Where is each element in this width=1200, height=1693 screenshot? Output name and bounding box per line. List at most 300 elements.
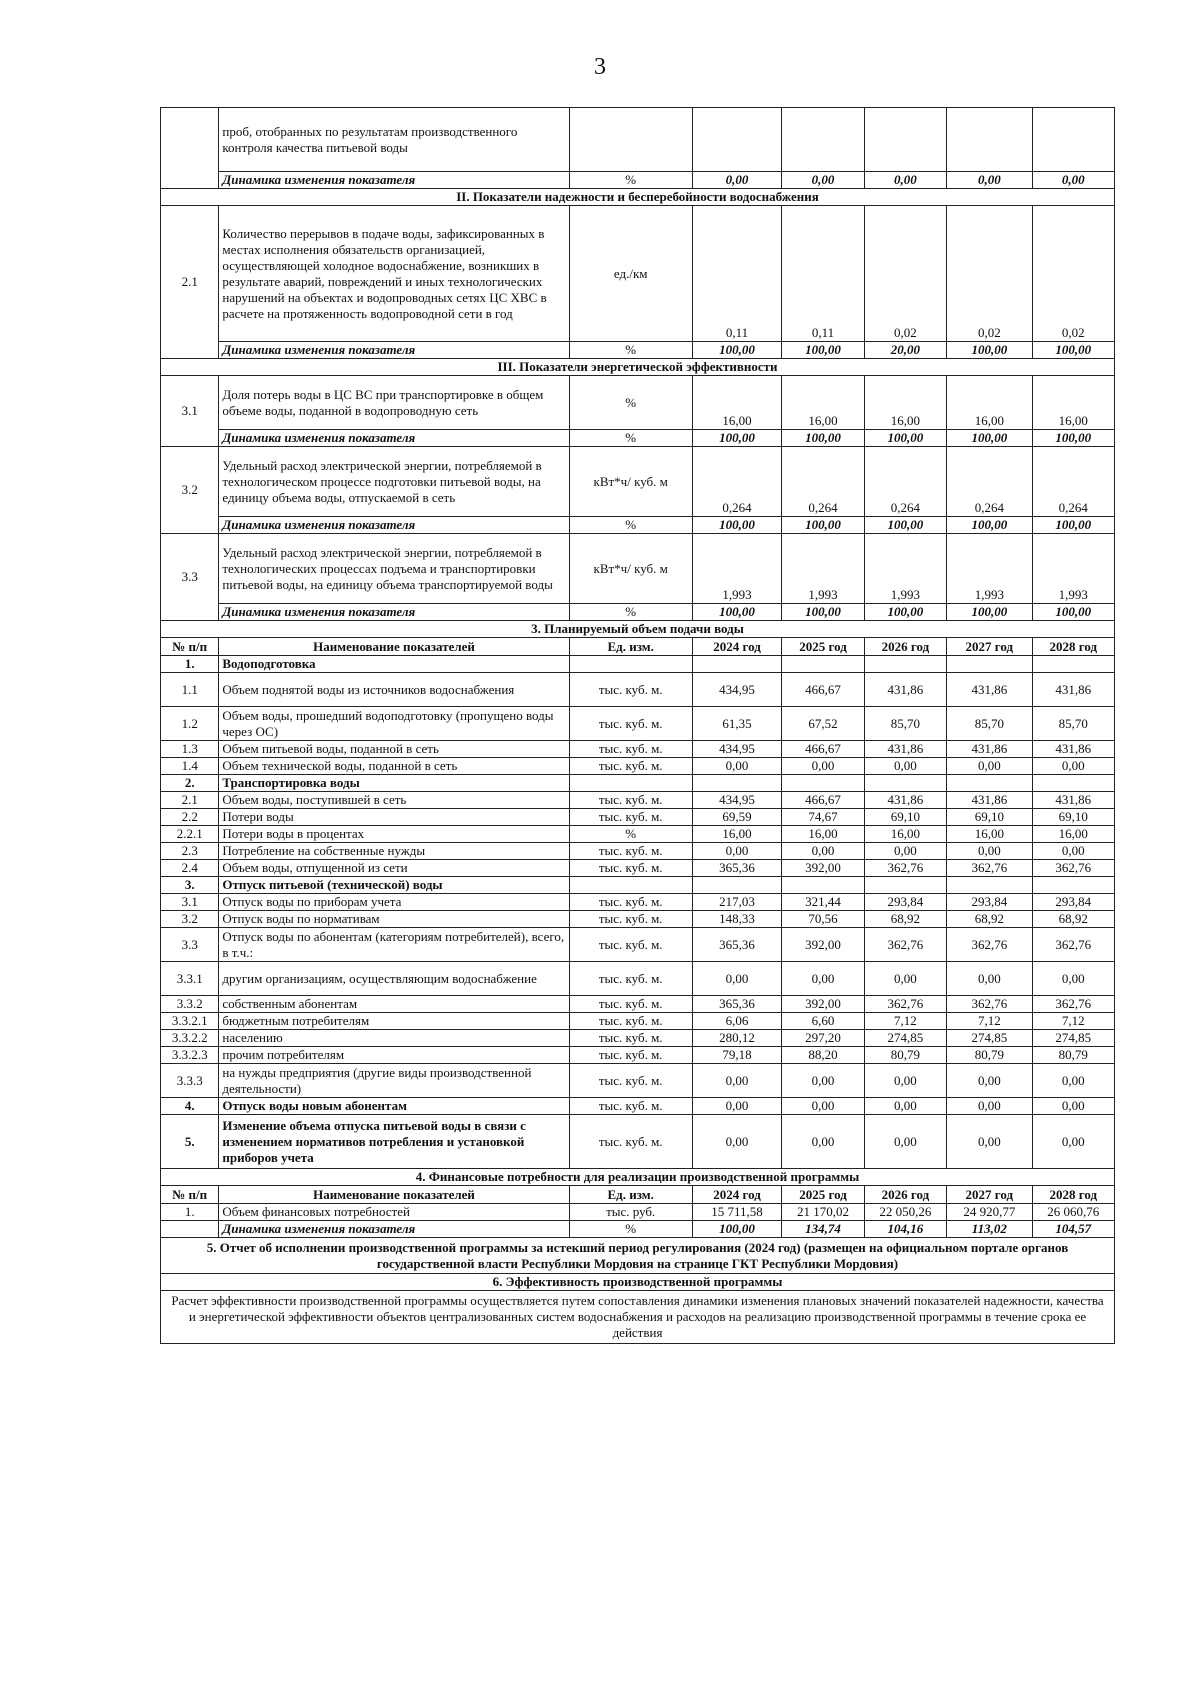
unit-cell: тыс. руб. bbox=[569, 1204, 692, 1221]
table-row bbox=[161, 996, 1115, 1013]
value-cell: 100,00 bbox=[864, 517, 946, 534]
indicator-name: Объем технической воды, поданной в сеть bbox=[219, 758, 569, 775]
value-cell: 15 711,58 bbox=[692, 1204, 782, 1221]
value-cell: 100,00 bbox=[1032, 517, 1114, 534]
unit-cell: тыс. куб. м. bbox=[569, 809, 692, 826]
table-row bbox=[161, 1064, 1115, 1098]
table-row bbox=[161, 809, 1115, 826]
value-cell: 1,993 bbox=[692, 534, 782, 604]
indicator-name: Отпуск воды по нормативам bbox=[219, 911, 569, 928]
number-cell: 1. bbox=[161, 1204, 219, 1221]
value-cell: 434,95 bbox=[692, 673, 782, 707]
unit-cell: тыс. куб. м. bbox=[569, 741, 692, 758]
unit-cell: кВт*ч/ куб. м bbox=[569, 534, 692, 604]
table-row bbox=[161, 962, 1115, 996]
value-cell: 0,00 bbox=[782, 758, 864, 775]
number-cell: 2. bbox=[161, 775, 219, 792]
value-cell: 100,00 bbox=[947, 517, 1032, 534]
value-cell: 362,76 bbox=[947, 996, 1032, 1013]
value-cell: 466,67 bbox=[782, 673, 864, 707]
number-cell bbox=[161, 1221, 219, 1238]
value-cell: 7,12 bbox=[947, 1013, 1032, 1030]
value-cell: 362,76 bbox=[864, 928, 946, 962]
number-cell: 5. bbox=[161, 1115, 219, 1169]
value-cell: 100,00 bbox=[1032, 430, 1114, 447]
indicator-name: Объем воды, отпущенной из сети bbox=[219, 860, 569, 877]
value-cell: 69,10 bbox=[1032, 809, 1114, 826]
value-cell bbox=[864, 656, 946, 673]
table-row bbox=[161, 1221, 1115, 1238]
header-unit: Ед. изм. bbox=[569, 1186, 692, 1204]
unit-cell: тыс. куб. м. bbox=[569, 758, 692, 775]
table-row bbox=[161, 376, 1115, 430]
value-cell bbox=[1032, 656, 1114, 673]
indicator-name: Объем финансовых потребностей bbox=[219, 1204, 569, 1221]
table-row bbox=[161, 1013, 1115, 1030]
page-number: 3 bbox=[594, 54, 606, 80]
indicator-name: на нужды предприятия (другие виды производственной деятельности) bbox=[219, 1064, 569, 1098]
value-cell: 0,00 bbox=[1032, 1098, 1114, 1115]
value-cell bbox=[692, 656, 782, 673]
table-cell bbox=[569, 108, 692, 172]
number-cell: 4. bbox=[161, 1098, 219, 1115]
indicator-name: Водоподготовка bbox=[219, 656, 569, 673]
value-cell: 69,59 bbox=[692, 809, 782, 826]
unit-cell: тыс. куб. м. bbox=[569, 928, 692, 962]
unit-cell: ед./км bbox=[569, 206, 692, 342]
value-cell bbox=[1032, 877, 1114, 894]
value-cell: 392,00 bbox=[782, 928, 864, 962]
number-cell: 2.1 bbox=[161, 792, 219, 809]
value-cell: 134,74 bbox=[782, 1221, 864, 1238]
value-cell: 434,95 bbox=[692, 792, 782, 809]
value-cell: 0,00 bbox=[782, 172, 864, 189]
value-cell: 392,00 bbox=[782, 996, 864, 1013]
value-cell: 293,84 bbox=[1032, 894, 1114, 911]
header-year: 2027 год bbox=[947, 638, 1032, 656]
value-cell: 16,00 bbox=[864, 826, 946, 843]
table-row bbox=[161, 656, 1115, 673]
indicator-name: Объем питьевой воды, поданной в сеть bbox=[219, 741, 569, 758]
value-cell: 362,76 bbox=[947, 928, 1032, 962]
unit-cell: тыс. куб. м. bbox=[569, 843, 692, 860]
value-cell: 0,00 bbox=[782, 843, 864, 860]
unit-cell: % bbox=[569, 604, 692, 621]
value-cell: 0,00 bbox=[782, 962, 864, 996]
number-cell: 2.4 bbox=[161, 860, 219, 877]
value-cell: 293,84 bbox=[947, 894, 1032, 911]
value-cell: 6,60 bbox=[782, 1013, 864, 1030]
value-cell: 7,12 bbox=[864, 1013, 946, 1030]
table-row bbox=[161, 1204, 1115, 1221]
indicator-name: Транспортировка воды bbox=[219, 775, 569, 792]
indicator-name: Отпуск питьевой (технической) воды bbox=[219, 877, 569, 894]
table-row bbox=[161, 430, 1115, 447]
unit-cell: тыс. куб. м. bbox=[569, 860, 692, 877]
value-cell: 100,00 bbox=[947, 342, 1032, 359]
value-cell: 1,993 bbox=[1032, 534, 1114, 604]
value-cell: 100,00 bbox=[692, 1221, 782, 1238]
unit-cell: тыс. куб. м. bbox=[569, 962, 692, 996]
value-cell: 0,00 bbox=[692, 843, 782, 860]
unit-cell: тыс. куб. м. bbox=[569, 894, 692, 911]
value-cell: 100,00 bbox=[947, 604, 1032, 621]
value-cell: 0,264 bbox=[692, 447, 782, 517]
unit-cell: тыс. куб. м. bbox=[569, 1030, 692, 1047]
value-cell: 0,00 bbox=[947, 962, 1032, 996]
section-title: 3. Планируемый объем подачи воды bbox=[161, 621, 1115, 638]
value-cell: 0,00 bbox=[1032, 1115, 1114, 1169]
unit-cell: тыс. куб. м. bbox=[569, 1064, 692, 1098]
number-cell: 2.2.1 bbox=[161, 826, 219, 843]
value-cell bbox=[782, 656, 864, 673]
value-cell bbox=[947, 877, 1032, 894]
unit-cell: тыс. куб. м. bbox=[569, 911, 692, 928]
value-cell: 100,00 bbox=[864, 604, 946, 621]
value-cell: 104,16 bbox=[864, 1221, 946, 1238]
value-cell bbox=[864, 108, 946, 172]
unit-cell: % bbox=[569, 342, 692, 359]
table-row bbox=[161, 741, 1115, 758]
value-cell: 100,00 bbox=[782, 342, 864, 359]
number-cell: 3.1 bbox=[161, 894, 219, 911]
section-title bbox=[161, 621, 1115, 638]
value-cell: 68,92 bbox=[947, 911, 1032, 928]
table-row bbox=[161, 1030, 1115, 1047]
value-cell: 7,12 bbox=[1032, 1013, 1114, 1030]
value-cell: 0,264 bbox=[782, 447, 864, 517]
value-cell: 365,36 bbox=[692, 860, 782, 877]
value-cell: 431,86 bbox=[1032, 741, 1114, 758]
value-cell: 297,20 bbox=[782, 1030, 864, 1047]
table-row bbox=[161, 877, 1115, 894]
number-cell: 3. bbox=[161, 877, 219, 894]
value-cell: 431,86 bbox=[947, 673, 1032, 707]
value-cell: 16,00 bbox=[947, 826, 1032, 843]
value-cell: 274,85 bbox=[864, 1030, 946, 1047]
value-cell: 0,00 bbox=[692, 1064, 782, 1098]
number-cell: 2.3 bbox=[161, 843, 219, 860]
table-header bbox=[161, 638, 1115, 656]
section-title bbox=[161, 359, 1115, 376]
indicator-name: Потребление на собственные нужды bbox=[219, 843, 569, 860]
value-cell bbox=[1032, 108, 1114, 172]
unit-cell bbox=[569, 775, 692, 792]
value-cell: 1,993 bbox=[947, 534, 1032, 604]
value-cell: 0,00 bbox=[1032, 843, 1114, 860]
value-cell: 0,00 bbox=[1032, 172, 1114, 189]
value-cell: 431,86 bbox=[864, 741, 946, 758]
value-cell bbox=[692, 108, 782, 172]
value-cell: 1,993 bbox=[864, 534, 946, 604]
table-row bbox=[161, 172, 1115, 189]
indicator-name: Изменение объема отпуска питьевой воды в связи с изменением нормативов потребления и установкой приборов учета bbox=[219, 1115, 569, 1169]
section-title: III. Показатели энергетической эффективности bbox=[161, 359, 1115, 376]
value-cell: 0,02 bbox=[1032, 206, 1114, 342]
value-cell: 0,00 bbox=[692, 758, 782, 775]
value-cell: 321,44 bbox=[782, 894, 864, 911]
table-row bbox=[161, 673, 1115, 707]
value-cell: 100,00 bbox=[692, 604, 782, 621]
table-row bbox=[161, 1291, 1115, 1344]
table-row bbox=[161, 911, 1115, 928]
header-year: 2026 год bbox=[864, 1186, 946, 1204]
indicator-name: прочим потребителям bbox=[219, 1047, 569, 1064]
indicator-name: проб, отобранных по результатам производственного контроля качества питьевой воды bbox=[219, 108, 569, 172]
value-cell: 16,00 bbox=[1032, 826, 1114, 843]
value-cell: 100,00 bbox=[782, 604, 864, 621]
value-cell bbox=[947, 656, 1032, 673]
dynamics-label: Динамика изменения показателя bbox=[219, 430, 569, 447]
value-cell: 0,00 bbox=[1032, 1064, 1114, 1098]
value-cell: 16,00 bbox=[692, 826, 782, 843]
value-cell: 22 050,26 bbox=[864, 1204, 946, 1221]
header-year: 2028 год bbox=[1032, 1186, 1114, 1204]
value-cell: 280,12 bbox=[692, 1030, 782, 1047]
value-cell: 0,00 bbox=[864, 1098, 946, 1115]
value-cell: 0,00 bbox=[864, 172, 946, 189]
value-cell: 0,00 bbox=[1032, 758, 1114, 775]
value-cell: 100,00 bbox=[1032, 604, 1114, 621]
unit-cell: тыс. куб. м. bbox=[569, 673, 692, 707]
dynamics-label: Динамика изменения показателя bbox=[219, 604, 569, 621]
unit-cell: тыс. куб. м. bbox=[569, 1098, 692, 1115]
header-no: № п/п bbox=[161, 1186, 219, 1204]
unit-cell: % bbox=[569, 430, 692, 447]
value-cell bbox=[947, 775, 1032, 792]
unit-cell: кВт*ч/ куб. м bbox=[569, 447, 692, 517]
table-row bbox=[161, 860, 1115, 877]
value-cell: 431,86 bbox=[1032, 792, 1114, 809]
unit-cell: % bbox=[569, 826, 692, 843]
value-cell: 0,00 bbox=[864, 1064, 946, 1098]
value-cell: 0,00 bbox=[864, 843, 946, 860]
value-cell: 431,86 bbox=[864, 792, 946, 809]
value-cell: 0,00 bbox=[1032, 962, 1114, 996]
dynamics-label: Динамика изменения показателя bbox=[219, 517, 569, 534]
indicator-name: Потери воды в процентах bbox=[219, 826, 569, 843]
value-cell: 20,00 bbox=[864, 342, 946, 359]
value-cell: 217,03 bbox=[692, 894, 782, 911]
value-cell: 431,86 bbox=[864, 673, 946, 707]
unit-cell: % bbox=[569, 517, 692, 534]
value-cell bbox=[692, 775, 782, 792]
value-cell bbox=[1032, 775, 1114, 792]
value-cell: 466,67 bbox=[782, 792, 864, 809]
value-cell: 16,00 bbox=[947, 376, 1032, 430]
value-cell: 24 920,77 bbox=[947, 1204, 1032, 1221]
number-cell bbox=[161, 108, 219, 189]
value-cell: 0,00 bbox=[864, 758, 946, 775]
value-cell bbox=[864, 775, 946, 792]
number-cell: 3.2 bbox=[161, 447, 219, 534]
value-cell: 0,00 bbox=[692, 1098, 782, 1115]
value-cell: 100,00 bbox=[864, 430, 946, 447]
value-cell: 362,76 bbox=[1032, 996, 1114, 1013]
table-row bbox=[161, 342, 1115, 359]
value-cell: 0,00 bbox=[692, 962, 782, 996]
table-row bbox=[161, 1115, 1115, 1169]
value-cell: 100,00 bbox=[692, 430, 782, 447]
value-cell: 0,00 bbox=[782, 1098, 864, 1115]
indicator-name: Отпуск воды новым абонентам bbox=[219, 1098, 569, 1115]
value-cell: 362,76 bbox=[1032, 860, 1114, 877]
table-row bbox=[161, 1098, 1115, 1115]
value-cell bbox=[864, 877, 946, 894]
value-cell: 80,79 bbox=[864, 1047, 946, 1064]
value-cell: 0,00 bbox=[947, 172, 1032, 189]
value-cell bbox=[947, 108, 1032, 172]
number-cell: 1.2 bbox=[161, 707, 219, 741]
table-row bbox=[161, 928, 1115, 962]
number-cell: 1.1 bbox=[161, 673, 219, 707]
value-cell: 362,76 bbox=[864, 860, 946, 877]
report-note: 5. Отчет об исполнении производственной программы за истекший период регулирования (2024 год) (размещен на официальном портале органов государственной власти Республики Мордовия на странице ГКТ Республики Мордовия) bbox=[161, 1238, 1115, 1274]
value-cell: 113,02 bbox=[947, 1221, 1032, 1238]
number-cell: 1.3 bbox=[161, 741, 219, 758]
value-cell: 100,00 bbox=[782, 517, 864, 534]
section-title: 4. Финансовые потребности для реализации производственной программы bbox=[161, 1169, 1115, 1186]
table-row bbox=[161, 758, 1115, 775]
value-cell: 6,06 bbox=[692, 1013, 782, 1030]
value-cell: 274,85 bbox=[1032, 1030, 1114, 1047]
header-year: 2025 год bbox=[782, 638, 864, 656]
section-title: II. Показатели надежности и бесперебойности водоснабжения bbox=[161, 189, 1115, 206]
table-row bbox=[161, 843, 1115, 860]
value-cell: 0,00 bbox=[947, 843, 1032, 860]
indicator-name: населению bbox=[219, 1030, 569, 1047]
value-cell: 85,70 bbox=[864, 707, 946, 741]
unit-cell: тыс. куб. м. bbox=[569, 1115, 692, 1169]
number-cell: 3.3.3 bbox=[161, 1064, 219, 1098]
value-cell: 362,76 bbox=[947, 860, 1032, 877]
table-header bbox=[161, 1186, 1115, 1204]
value-cell bbox=[782, 877, 864, 894]
unit-cell: тыс. куб. м. bbox=[569, 707, 692, 741]
number-cell: 3.3 bbox=[161, 534, 219, 621]
indicator-name: Удельный расход электрической энергии, потребляемой в технологических процессах подъема и транспортировки питьевой воды, на единицу объема транспортируемой воды bbox=[219, 534, 569, 604]
number-cell: 1. bbox=[161, 656, 219, 673]
value-cell: 466,67 bbox=[782, 741, 864, 758]
unit-cell: тыс. куб. м. bbox=[569, 996, 692, 1013]
value-cell: 85,70 bbox=[947, 707, 1032, 741]
number-cell: 3.3 bbox=[161, 928, 219, 962]
value-cell: 0,00 bbox=[782, 1115, 864, 1169]
value-cell: 392,00 bbox=[782, 860, 864, 877]
value-cell: 68,92 bbox=[1032, 911, 1114, 928]
efficiency-paragraph: Расчет эффективности производственной программы осуществляется путем сопоставления динамики изменения плановых значений показателей надежности, качества и энергетической эффективности объектов централизованных систем водоснабжения и расходов на реализацию производственной программы в течение срока ее действия bbox=[161, 1291, 1115, 1344]
value-cell: 16,00 bbox=[782, 826, 864, 843]
value-cell: 0,264 bbox=[864, 447, 946, 517]
header-name: Наименование показателей bbox=[219, 638, 569, 656]
number-cell: 3.3.2.3 bbox=[161, 1047, 219, 1064]
value-cell: 80,79 bbox=[1032, 1047, 1114, 1064]
value-cell: 104,57 bbox=[1032, 1221, 1114, 1238]
number-cell: 3.1 bbox=[161, 376, 219, 447]
number-cell: 1.4 bbox=[161, 758, 219, 775]
section-title bbox=[161, 1238, 1115, 1274]
value-cell: 69,10 bbox=[864, 809, 946, 826]
indicator-name: Доля потерь воды в ЦС ВС при транспортировке в общем объеме воды, поданной в водопроводную сеть bbox=[219, 376, 569, 430]
production-program-table bbox=[160, 107, 1115, 1344]
value-cell: 0,11 bbox=[782, 206, 864, 342]
table-row bbox=[161, 792, 1115, 809]
value-cell: 0,00 bbox=[864, 962, 946, 996]
indicator-name: Отпуск воды по приборам учета bbox=[219, 894, 569, 911]
value-cell: 69,10 bbox=[947, 809, 1032, 826]
value-cell: 67,52 bbox=[782, 707, 864, 741]
section-title bbox=[161, 1274, 1115, 1291]
header-year: 2026 год bbox=[864, 638, 946, 656]
value-cell: 0,264 bbox=[1032, 447, 1114, 517]
value-cell: 0,00 bbox=[947, 1098, 1032, 1115]
unit-cell: тыс. куб. м. bbox=[569, 1047, 692, 1064]
unit-cell bbox=[569, 656, 692, 673]
unit-cell: % bbox=[569, 376, 692, 430]
number-cell: 3.3.1 bbox=[161, 962, 219, 996]
value-cell: 0,00 bbox=[947, 758, 1032, 775]
value-cell: 74,67 bbox=[782, 809, 864, 826]
value-cell: 0,00 bbox=[692, 172, 782, 189]
value-cell: 61,35 bbox=[692, 707, 782, 741]
dynamics-label: Динамика изменения показателя bbox=[219, 342, 569, 359]
table-row bbox=[161, 108, 1115, 172]
unit-cell: тыс. куб. м. bbox=[569, 792, 692, 809]
table-row bbox=[161, 447, 1115, 517]
header-year: 2024 год bbox=[692, 1186, 782, 1204]
value-cell: 293,84 bbox=[864, 894, 946, 911]
value-cell: 80,79 bbox=[947, 1047, 1032, 1064]
value-cell: 434,95 bbox=[692, 741, 782, 758]
table-row bbox=[161, 206, 1115, 342]
value-cell: 85,70 bbox=[1032, 707, 1114, 741]
indicator-name: Объем воды, прошедший водоподготовку (пропущено воды через ОС) bbox=[219, 707, 569, 741]
value-cell: 274,85 bbox=[947, 1030, 1032, 1047]
indicator-name: Объем воды, поступившей в сеть bbox=[219, 792, 569, 809]
indicator-name: другим организациям, осуществляющим водоснабжение bbox=[219, 962, 569, 996]
table-row bbox=[161, 775, 1115, 792]
value-cell: 68,92 bbox=[864, 911, 946, 928]
value-cell: 16,00 bbox=[692, 376, 782, 430]
value-cell: 100,00 bbox=[947, 430, 1032, 447]
table-row bbox=[161, 604, 1115, 621]
dynamics-label: Динамика изменения показателя bbox=[219, 172, 569, 189]
unit-cell: % bbox=[569, 1221, 692, 1238]
value-cell: 0,264 bbox=[947, 447, 1032, 517]
value-cell: 79,18 bbox=[692, 1047, 782, 1064]
value-cell bbox=[782, 108, 864, 172]
table-row bbox=[161, 534, 1115, 604]
value-cell: 100,00 bbox=[692, 517, 782, 534]
value-cell: 0,00 bbox=[692, 1115, 782, 1169]
header-year: 2025 год bbox=[782, 1186, 864, 1204]
table-row bbox=[161, 894, 1115, 911]
value-cell: 0,00 bbox=[782, 1064, 864, 1098]
number-cell: 3.3.2 bbox=[161, 996, 219, 1013]
indicator-name: Количество перерывов в подаче воды, зафиксированных в местах исполнения обязательств организацией, осуществляющей холодное водоснабжение, возникших в результате аварий, повреждений и иных технологических нарушений на объектах и водопроводных сетях ЦС ХВС в расчете на протяженность водопроводной сети в год bbox=[219, 206, 569, 342]
value-cell bbox=[692, 877, 782, 894]
value-cell bbox=[782, 775, 864, 792]
number-cell: 2.1 bbox=[161, 206, 219, 359]
header-name: Наименование показателей bbox=[219, 1186, 569, 1204]
value-cell: 70,56 bbox=[782, 911, 864, 928]
value-cell: 0,02 bbox=[864, 206, 946, 342]
value-cell: 0,00 bbox=[864, 1115, 946, 1169]
section-title bbox=[161, 1169, 1115, 1186]
table-row bbox=[161, 517, 1115, 534]
value-cell: 148,33 bbox=[692, 911, 782, 928]
header-year: 2028 год bbox=[1032, 638, 1114, 656]
